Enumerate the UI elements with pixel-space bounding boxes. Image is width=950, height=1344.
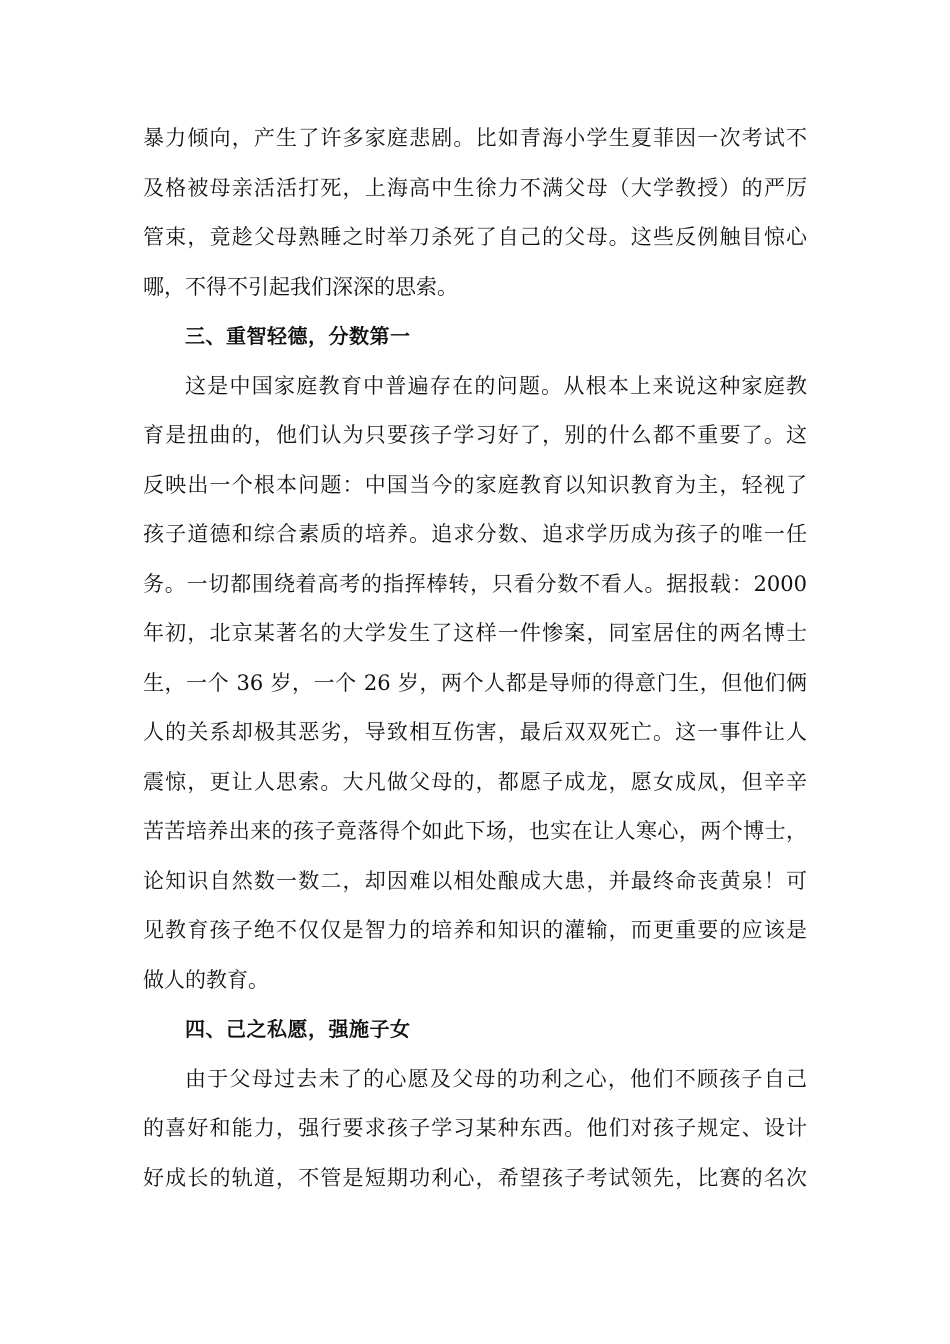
paragraph-line: 及格被母亲活活打死，上海高中生徐力不满父母（大学教授）的严厉 — [143, 175, 807, 200]
paragraph-line: 见教育孩子绝不仅仅是智力的培养和知识的灌输，而更重要的应该是 — [143, 918, 807, 942]
paragraph-line: 孩子道德和综合素质的培养。追求分数、追求学历成为孩子的唯一任 — [143, 522, 807, 546]
paragraph-line: 生，一个 36 岁，一个 26 岁，两个人都是导师的得意门生，但他们俩 — [143, 670, 807, 695]
paragraph-line: 务。一切都围绕着高考的指挥棒转，只看分数不看人。据报载：2000 — [143, 571, 807, 596]
section-heading-4: 四、己之私愿，强施子女 — [185, 1017, 411, 1041]
paragraph-line: 的喜好和能力，强行要求孩子学习某种东西。他们对孩子规定、设计 — [143, 1116, 807, 1140]
paragraph-line: 人的关系却极其恶劣，导致相互伤害，最后双双死亡。这一事件让人 — [143, 720, 807, 744]
paragraph-line: 好成长的轨道，不管是短期功利心，希望孩子考试领先，比赛的名次 — [143, 1165, 807, 1190]
paragraph-line: 反映出一个根本问题：中国当今的家庭教育以知识教育为主，轻视了 — [143, 472, 807, 497]
section-heading-3: 三、重智轻德，分数第一 — [185, 324, 411, 348]
paragraph-line: 管束，竟趁父母熟睡之时举刀杀死了自己的父母。这些反例触目惊心 — [143, 225, 807, 249]
document-body — [143, 114, 807, 1203]
paragraph-line: 做人的教育。 — [143, 967, 269, 992]
paragraph-line: 震惊，更让人思索。大凡做父母的，都愿子成龙，愿女成凤，但辛辛 — [143, 769, 807, 794]
paragraph-line: 这是中国家庭教育中普遍存在的问题。从根本上来说这种家庭教 — [185, 373, 807, 398]
paragraph-line: 育是扭曲的，他们认为只要孩子学习好了，别的什么都不重要了。这 — [143, 423, 807, 447]
paragraph-line: 由于父母过去未了的心愿及父母的功利之心，他们不顾孩子自己 — [185, 1066, 807, 1091]
paragraph-line: 年初，北京某著名的大学发生了这样一件惨案，同室居住的两名博士 — [143, 621, 807, 645]
paragraph-line: 哪，不得不引起我们深深的思索。 — [143, 274, 458, 299]
paragraph-line: 暴力倾向，产生了许多家庭悲剧。比如青海小学生夏菲因一次考试不 — [143, 126, 807, 150]
paragraph-line: 论知识自然数一数二，却因难以相处酿成大患，并最终命丧黄泉！可 — [143, 868, 807, 893]
paragraph-line: 苦苦培养出来的孩子竟落得个如此下场，也实在让人寒心，两个博士， — [143, 819, 807, 843]
